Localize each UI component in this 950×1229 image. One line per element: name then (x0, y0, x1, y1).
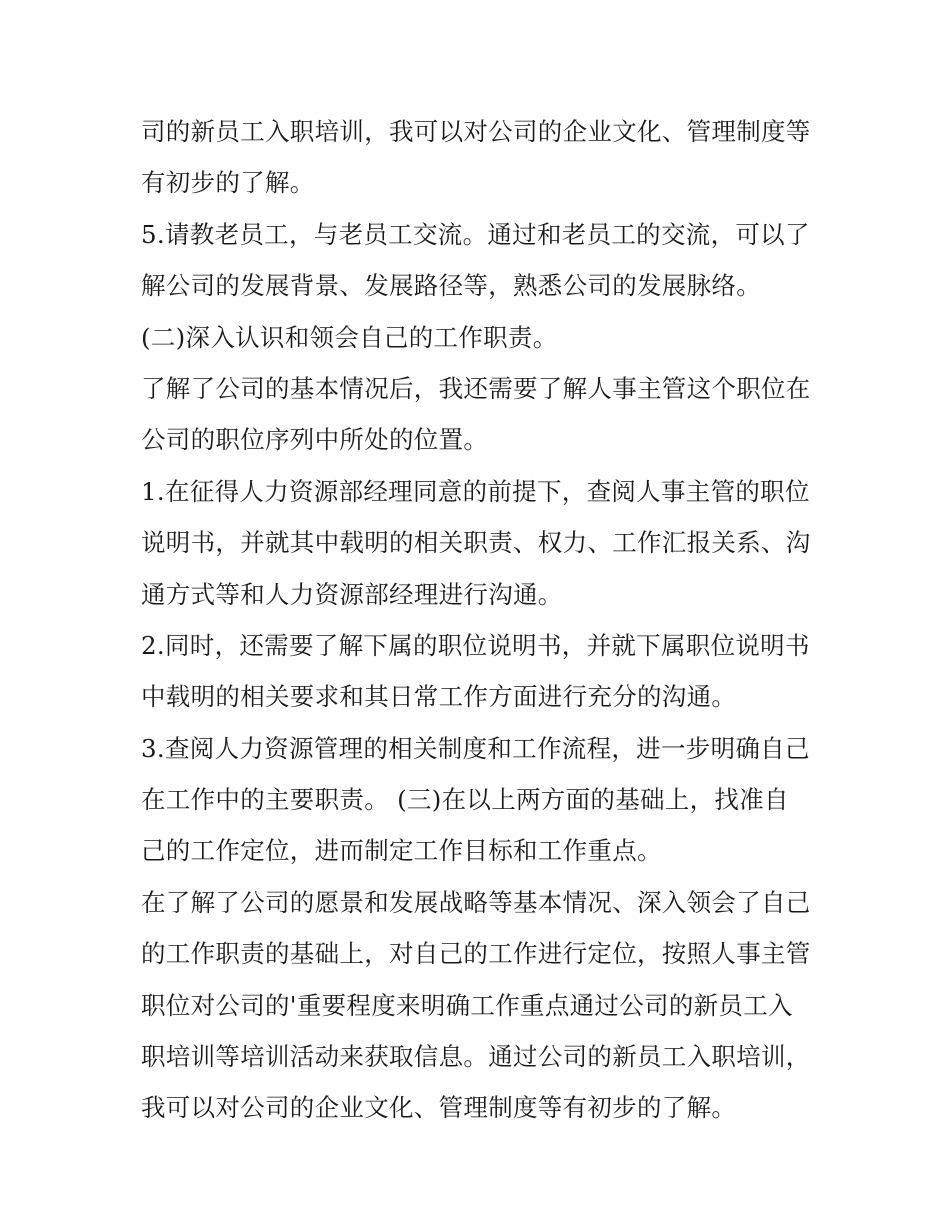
text-line: 通方式等和人力资源部经理进行沟通。 (141, 579, 563, 609)
text-line: 我可以对公司的企业文化、管理制度等有初步的了解。 (141, 1093, 737, 1123)
text-line: 己的工作定位，进而制定工作目标和工作重点。 (141, 836, 662, 866)
text-line: 5.请教老员工，与老员工交流。通过和老员工的交流，可以了 (141, 219, 810, 249)
text-line: 的工作职责的基础上，对自己的工作进行定位，按照人事主管 (141, 939, 811, 969)
body-text (141, 106, 821, 1134)
section-heading: (二)深入认识和领会自己的工作职责。 (141, 322, 558, 352)
text-line: 职培训等培训活动来获取信息。通过公司的新员工入职培训， (141, 1042, 811, 1072)
text-line: 解公司的发展背景、发展路径等，熟悉公司的发展脉络。 (141, 271, 761, 301)
text-line: 中载明的相关要求和其日常工作方面进行充分的沟通。 (141, 682, 737, 712)
text-line: 职位对公司的'重要程度来明确工作重点通过公司的新员工入 (141, 990, 793, 1020)
text-line: 1.在征得人力资源部经理同意的前提下，查阅人事主管的职位 (141, 476, 810, 506)
text-line: 公司的职位序列中所处的位置。 (141, 425, 489, 455)
text-line: 在工作中的主要职责。 (三)在以上两方面的基础上，找准自 (141, 785, 789, 815)
text-line: 3.查阅人力资源管理的相关制度和工作流程，进一步明确自己 (141, 733, 810, 763)
text-line: 司的新员工入职培训，我可以对公司的企业文化、管理制度等 (141, 117, 811, 146)
text-line: 在了解了公司的愿景和发展战略等基本情况、深入领会了自己 (141, 887, 811, 917)
text-line: 了解了公司的基本情况后，我还需要了解人事主管这个职位在 (141, 373, 811, 403)
text-line: 有初步的了解。 (141, 168, 315, 198)
text-line: 说明书，并就其中载明的相关职责、权力、工作汇报关系、沟 (141, 528, 811, 558)
text-line: 2.同时，还需要了解下属的职位说明书，并就下属职位说明书 (141, 630, 810, 660)
